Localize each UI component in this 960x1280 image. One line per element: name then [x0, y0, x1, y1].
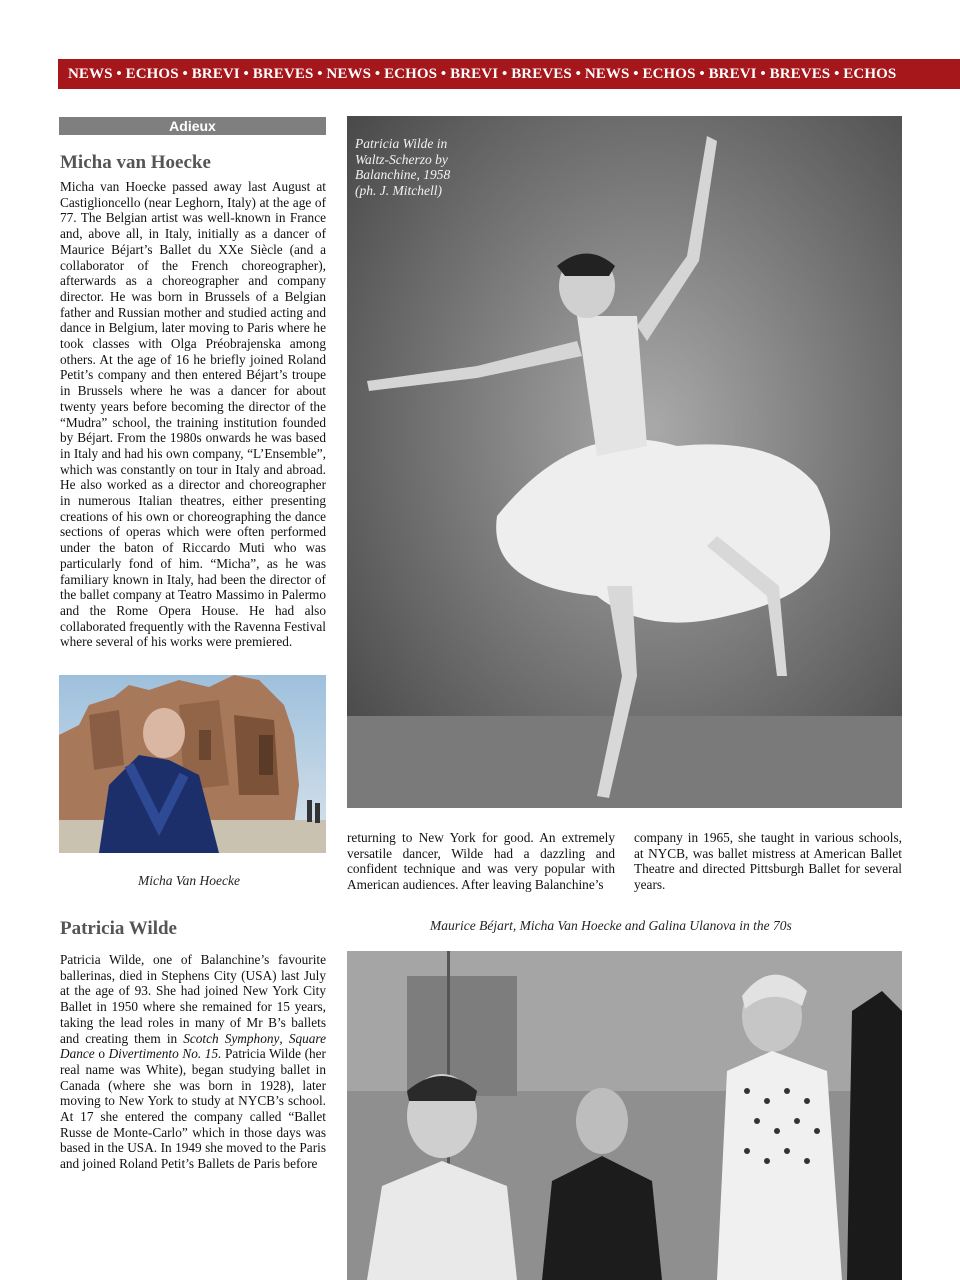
article-body-wilde-col2: returning to New York for good. An extremely versatile dancer, Wilde had a dazzling and confident technique and was very popular with American audiences. After leaving Balanchine’s	[347, 830, 615, 893]
bejart-group-photo	[347, 951, 902, 1280]
article-body-wilde-col3: company in 1965, she taught in various schools, at NYCB, was ballet mistress at American Ballet Theatre and directed Pittsburgh Ballet for several years.	[634, 830, 902, 893]
article-body-wilde	[60, 952, 326, 1172]
wilde-body-sep: ,	[279, 1030, 289, 1046]
wilde-body-part: Patricia Wilde (her real name was White), began studying ballet in Canada (where she was born in 1928), later moving to New York to study at NYCB’s school. At 17 she entered the company called “Ballet Russe de Monte-Carlo” which in those days was based in the USA. In 1949 she moved to the Paris and joined Roland Petit’s Ballets de Paris before	[60, 1046, 326, 1172]
wilde-work-title: Square Dance	[60, 1030, 326, 1062]
article-title-wilde: Patricia Wilde	[60, 918, 177, 939]
micha-photo-caption: Micha Van Hoecke	[138, 873, 240, 888]
wilde-dancer-photo	[347, 116, 902, 808]
wilde-body-part: Patricia Wilde, one of Balanchine’s favourite ballerinas, died in Stephens City (USA) last July at the age of 93. She had joined New York City Ballet in 1950 where she remained for 15 years, taking the lead roles in many of Mr B’s ballets and creating them in	[60, 952, 326, 1046]
section-banner: NEWS • ECHOS • BREVI • BREVES • NEWS • ECHOS • BREVI • BREVES • NEWS • ECHOS • BREVI • BREVES • ECHOS	[58, 59, 960, 89]
wilde-caption-line: (ph. J. Mitchell)	[355, 182, 442, 198]
wilde-work-title: Scotch Symphony	[183, 1030, 280, 1046]
section-tag-adieux: Adieux	[59, 117, 326, 135]
wilde-photo-caption	[355, 136, 485, 198]
wilde-caption-line: Waltz-Scherzo by	[355, 151, 448, 167]
wilde-caption-line: Balanchine, 1958	[355, 167, 451, 182]
article-body-micha: Micha van Hoecke passed away last August at Castiglioncello (near Leghorn, Italy) at the age of 77. The Belgian artist was well-known in France and, above all, in Italy, initially as a dancer of Maurice Béjart’s Ballet du XXe Siècle (and a collaborator of the French choreographer), afterwards as a choreographer and company director. He was born in Brussels of a Belgian father and Russian mother and studied acting and dance in Belgium, later moving to Paris where he took classes with Olga Préobrajenska among others. At the age of 16 he briefly joined Roland Petit’s company and then entered Béjart’s troupe in Brussels where he was a dancer for about twenty years before becoming the director of the “Mudra” school, the training institution founded by Béjart. From the 1980s onwards he was based in Italy and had his own company, “L’Ensemble”, which was constantly on tour in Italy and abroad. He also worked as a director and choreographer in numerous Italian theatres, either presenting creations of his own or choreographing the dance sections of operas which were often performed under the baton of Riccardo Muti who was particularly fond of him. “Micha”, as he was familiary known in Italy, had been the director of the ballet company at Teatro Massimo in Palermo and the Rome Opera House. He had also collaborated frequently with the Ravenna Festival where several of his works were premiered.	[60, 179, 326, 650]
article-title-micha: Micha van Hoecke	[60, 152, 211, 173]
micha-photo	[59, 675, 326, 853]
group-photo-caption: Maurice Béjart, Micha Van Hoecke and Galina Ulanova in the 70s	[430, 918, 792, 933]
wilde-body-sep: o	[94, 1046, 109, 1062]
wilde-work-title: Divertimento No. 15.	[108, 1046, 222, 1062]
wilde-caption-line: Patricia Wilde in	[355, 136, 448, 151]
